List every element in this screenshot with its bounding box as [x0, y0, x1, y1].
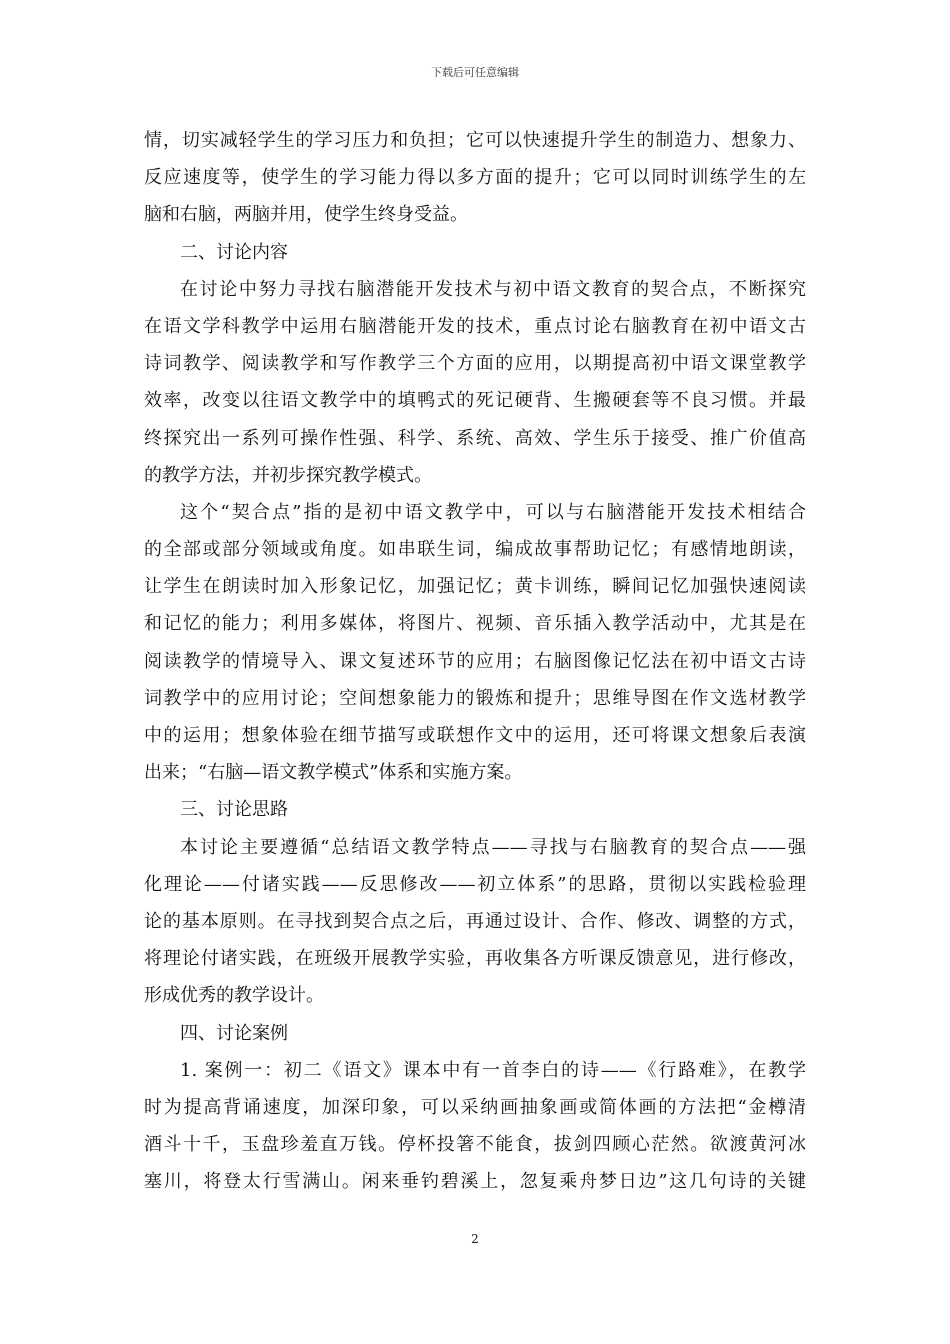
text-line: 在讨论中努力寻找右脑潜能开发技术与初中语文教育的契合点，不断探究 — [180, 278, 806, 300]
text-line: 酒斗十千，玉盘珍羞直万钱。停杯投箸不能食，拔剑四顾心茫然。欲渡黄河冰 — [144, 1134, 806, 1156]
document-body — [144, 122, 806, 1200]
text-line: 在语文学科教学中运用右脑潜能开发的技术，重点讨论右脑教育在初中语文古 — [144, 315, 806, 337]
text-line: 本讨论主要遵循“总结语文教学特点——寻找与右脑教育的契合点——强 — [180, 836, 806, 858]
text-line: 的教学方法，并初步探究教学模式。 — [144, 464, 432, 486]
text-line: 三、讨论思路 — [180, 799, 288, 821]
text-line: 将理论付诸实践，在班级开展教学实验，再收集各方听课反馈意见，进行修改， — [144, 948, 806, 970]
text-line: 和记忆的能力；利用多媒体，将图片、视频、音乐插入教学活动中，尤其是在 — [144, 613, 806, 635]
text-line: 四、讨论案例 — [180, 1022, 288, 1044]
text-line: 中的运用；想象体验在细节描写或联想作文中的运用，还可将课文想象后表演 — [144, 725, 806, 746]
text-line: 形成优秀的教学设计。 — [144, 985, 324, 1007]
text-line: 效率，改变以往语文教学中的填鸭式的死记硬背、生搬硬套等不良习惯。并最 — [144, 390, 806, 412]
text-line: 诗词教学、阅读教学和写作教学三个方面的应用，以期提高初中语文课堂教学 — [144, 353, 806, 375]
text-line: 让学生在朗读时加入形象记忆，加强记忆；黄卡训练，瞬间记忆加强快速阅读 — [144, 576, 806, 598]
text-line: 词教学中的应用讨论；空间想象能力的锻炼和提升；思维导图在作文选材教学 — [144, 687, 806, 709]
page-number: 2 — [471, 1232, 479, 1246]
text-line: 反应速度等，使学生的学习能力得以多方面的提升；它可以同时训练学生的左 — [144, 167, 806, 189]
text-line: 出来；“右脑—语文教学模式”体系和实施方案。 — [144, 762, 523, 784]
text-line: 情，切实减轻学生的学习压力和负担；它可以快速提升学生的制造力、想象力、 — [144, 130, 806, 151]
text-line: 这个“契合点”指的是初中语文教学中，可以与右脑潜能开发技术相结合 — [180, 501, 806, 523]
text-line: 终探究出一系列可操作性强、科学、系统、高效、学生乐于接受、推广价值高 — [144, 427, 806, 449]
text-line: 论的基本原则。在寻找到契合点之后，再通过设计、合作、修改、调整的方式， — [144, 910, 806, 932]
page-header: 下载后可任意编辑 — [431, 66, 519, 79]
text-line: 化理论——付诸实践——反思修改——初立体系”的思路，贯彻以实践检验理 — [144, 873, 806, 895]
text-line: 时为提高背诵速度，加深印象，可以采纳画抽象画或简体画的方法把“金樽清 — [144, 1096, 806, 1118]
text-line: 的全部或部分领域或角度。如串联生词，编成故事帮助记忆；有感情地朗读， — [144, 539, 806, 561]
text-line: 阅读教学的情境导入、课文复述环节的应用；右脑图像记忆法在初中语文古诗 — [144, 650, 806, 672]
text-line: 1. 案例一：初二《语文》课本中有一首李白的诗——《行路难》，在教学 — [180, 1059, 806, 1081]
text-line: 二、讨论内容 — [180, 241, 288, 263]
text-line: 脑和右脑，两脑并用，使学生终身受益。 — [144, 204, 468, 226]
text-line: 塞川，将登太行雪满山。闲来垂钓碧溪上，忽复乘舟梦日边”这几句诗的关键 — [144, 1171, 806, 1193]
